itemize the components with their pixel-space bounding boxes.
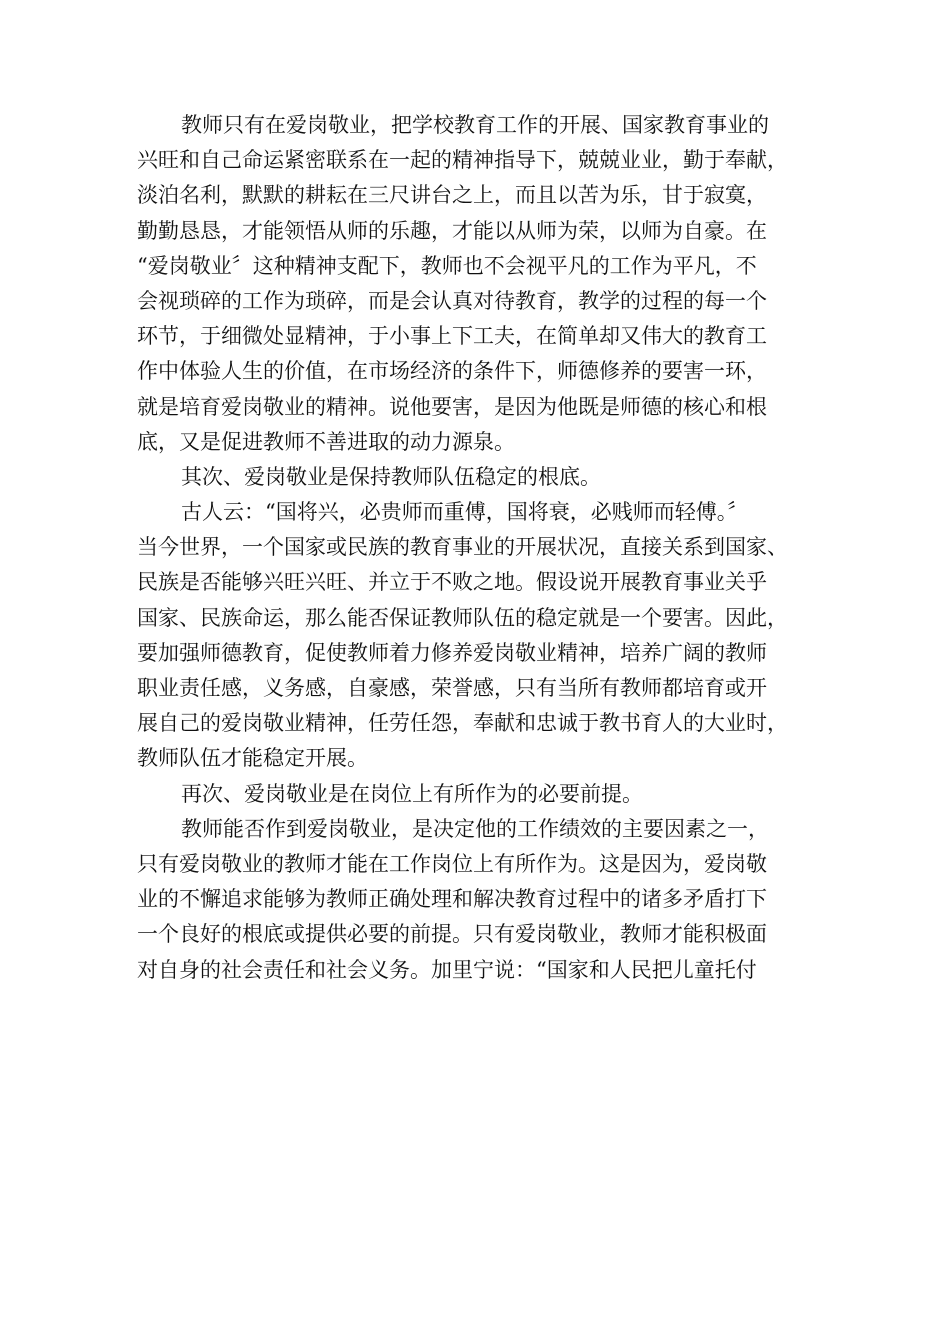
text-line: 其次、爱岗敬业是保持教师队伍稳定的根底。 bbox=[181, 464, 601, 489]
body-text bbox=[137, 108, 857, 988]
text-line: 淡泊名利，默默的耕耘在三尺讲台之上，而且以苦为乐，甘于寂寞， bbox=[137, 183, 767, 208]
text-line: 教师能否作到爱岗敬业，是决定他的工作绩效的主要因素之一， bbox=[181, 816, 769, 841]
text-line: 职业责任感，义务感，自豪感，荣誉感，只有当所有教师都培育或开 bbox=[137, 676, 767, 700]
text-line: 会视琐碎的工作为琐碎，而是会认真对待教育，教学的过程的每一个 bbox=[137, 288, 767, 313]
text-line: 国家、民族命运，那么能否保证教师队伍的稳定就是一个要害。因此， bbox=[137, 605, 788, 630]
text-line: 教师只有在爱岗敬业，把学校教育工作的开展、国家教育事业的 bbox=[181, 113, 769, 137]
text-line: 民族是否能够兴旺兴旺、并立于不败之地。假设说开展教育事业关乎 bbox=[137, 570, 767, 595]
text-line: 对自身的社会责任和社会义务。加里宁说：“国家和人民把儿童托付 bbox=[137, 957, 757, 982]
text-line: 勤勤恳恳，才能领悟从师的乐趣，才能以从师为荣，以师为自豪。在 bbox=[137, 218, 767, 243]
text-line: 当今世界，一个国家或民族的教育事业的开展状况，直接关系到国家、 bbox=[137, 535, 788, 560]
text-line: 要加强师德教育，促使教师着力修养爱岗敬业精神，培养广阔的教师 bbox=[137, 640, 767, 665]
text-line: 底，又是促进教师不善进取的动力源泉。 bbox=[137, 429, 515, 454]
text-line: 作中体验人生的价值，在市场经济的条件下，师德修养的要害一环， bbox=[137, 359, 767, 384]
text-line: 只有爱岗敬业的教师才能在工作岗位上有所作为。这是因为，爱岗敬 bbox=[137, 851, 767, 876]
text-line: 环节，于细微处显精神，于小事上下工夫，在简单却又伟大的教育工 bbox=[137, 324, 767, 349]
text-line: 业的不懈追求能够为教师正确处理和解决教育过程中的诸多矛盾打下 bbox=[137, 887, 767, 912]
text-line: 兴旺和自己命运紧密联系在一起的精神指导下，兢兢业业，勤于奉献， bbox=[137, 148, 788, 173]
text-line: 展自己的爱岗敬业精神，任劳任怨，奉献和忠诚于教书育人的大业时， bbox=[137, 711, 788, 736]
text-line: 再次、爱岗敬业是在岗位上有所作为的必要前提。 bbox=[181, 781, 643, 806]
text-line: 就是培育爱岗敬业的精神。说他要害，是因为他既是师德的核心和根 bbox=[137, 394, 767, 419]
text-line: “爱岗敬业〞这种精神支配下，教师也不会视平凡的工作为平凡，不 bbox=[137, 253, 757, 278]
text-line: 教师队伍才能稳定开展。 bbox=[137, 746, 368, 771]
text-line: 一个良好的根底或提供必要的前提。只有爱岗敬业，教师才能积极面 bbox=[137, 922, 767, 947]
text-line: 古人云：“国将兴，必贵师而重傅，国将衰，必贱师而轻傅。〞 bbox=[181, 500, 749, 525]
